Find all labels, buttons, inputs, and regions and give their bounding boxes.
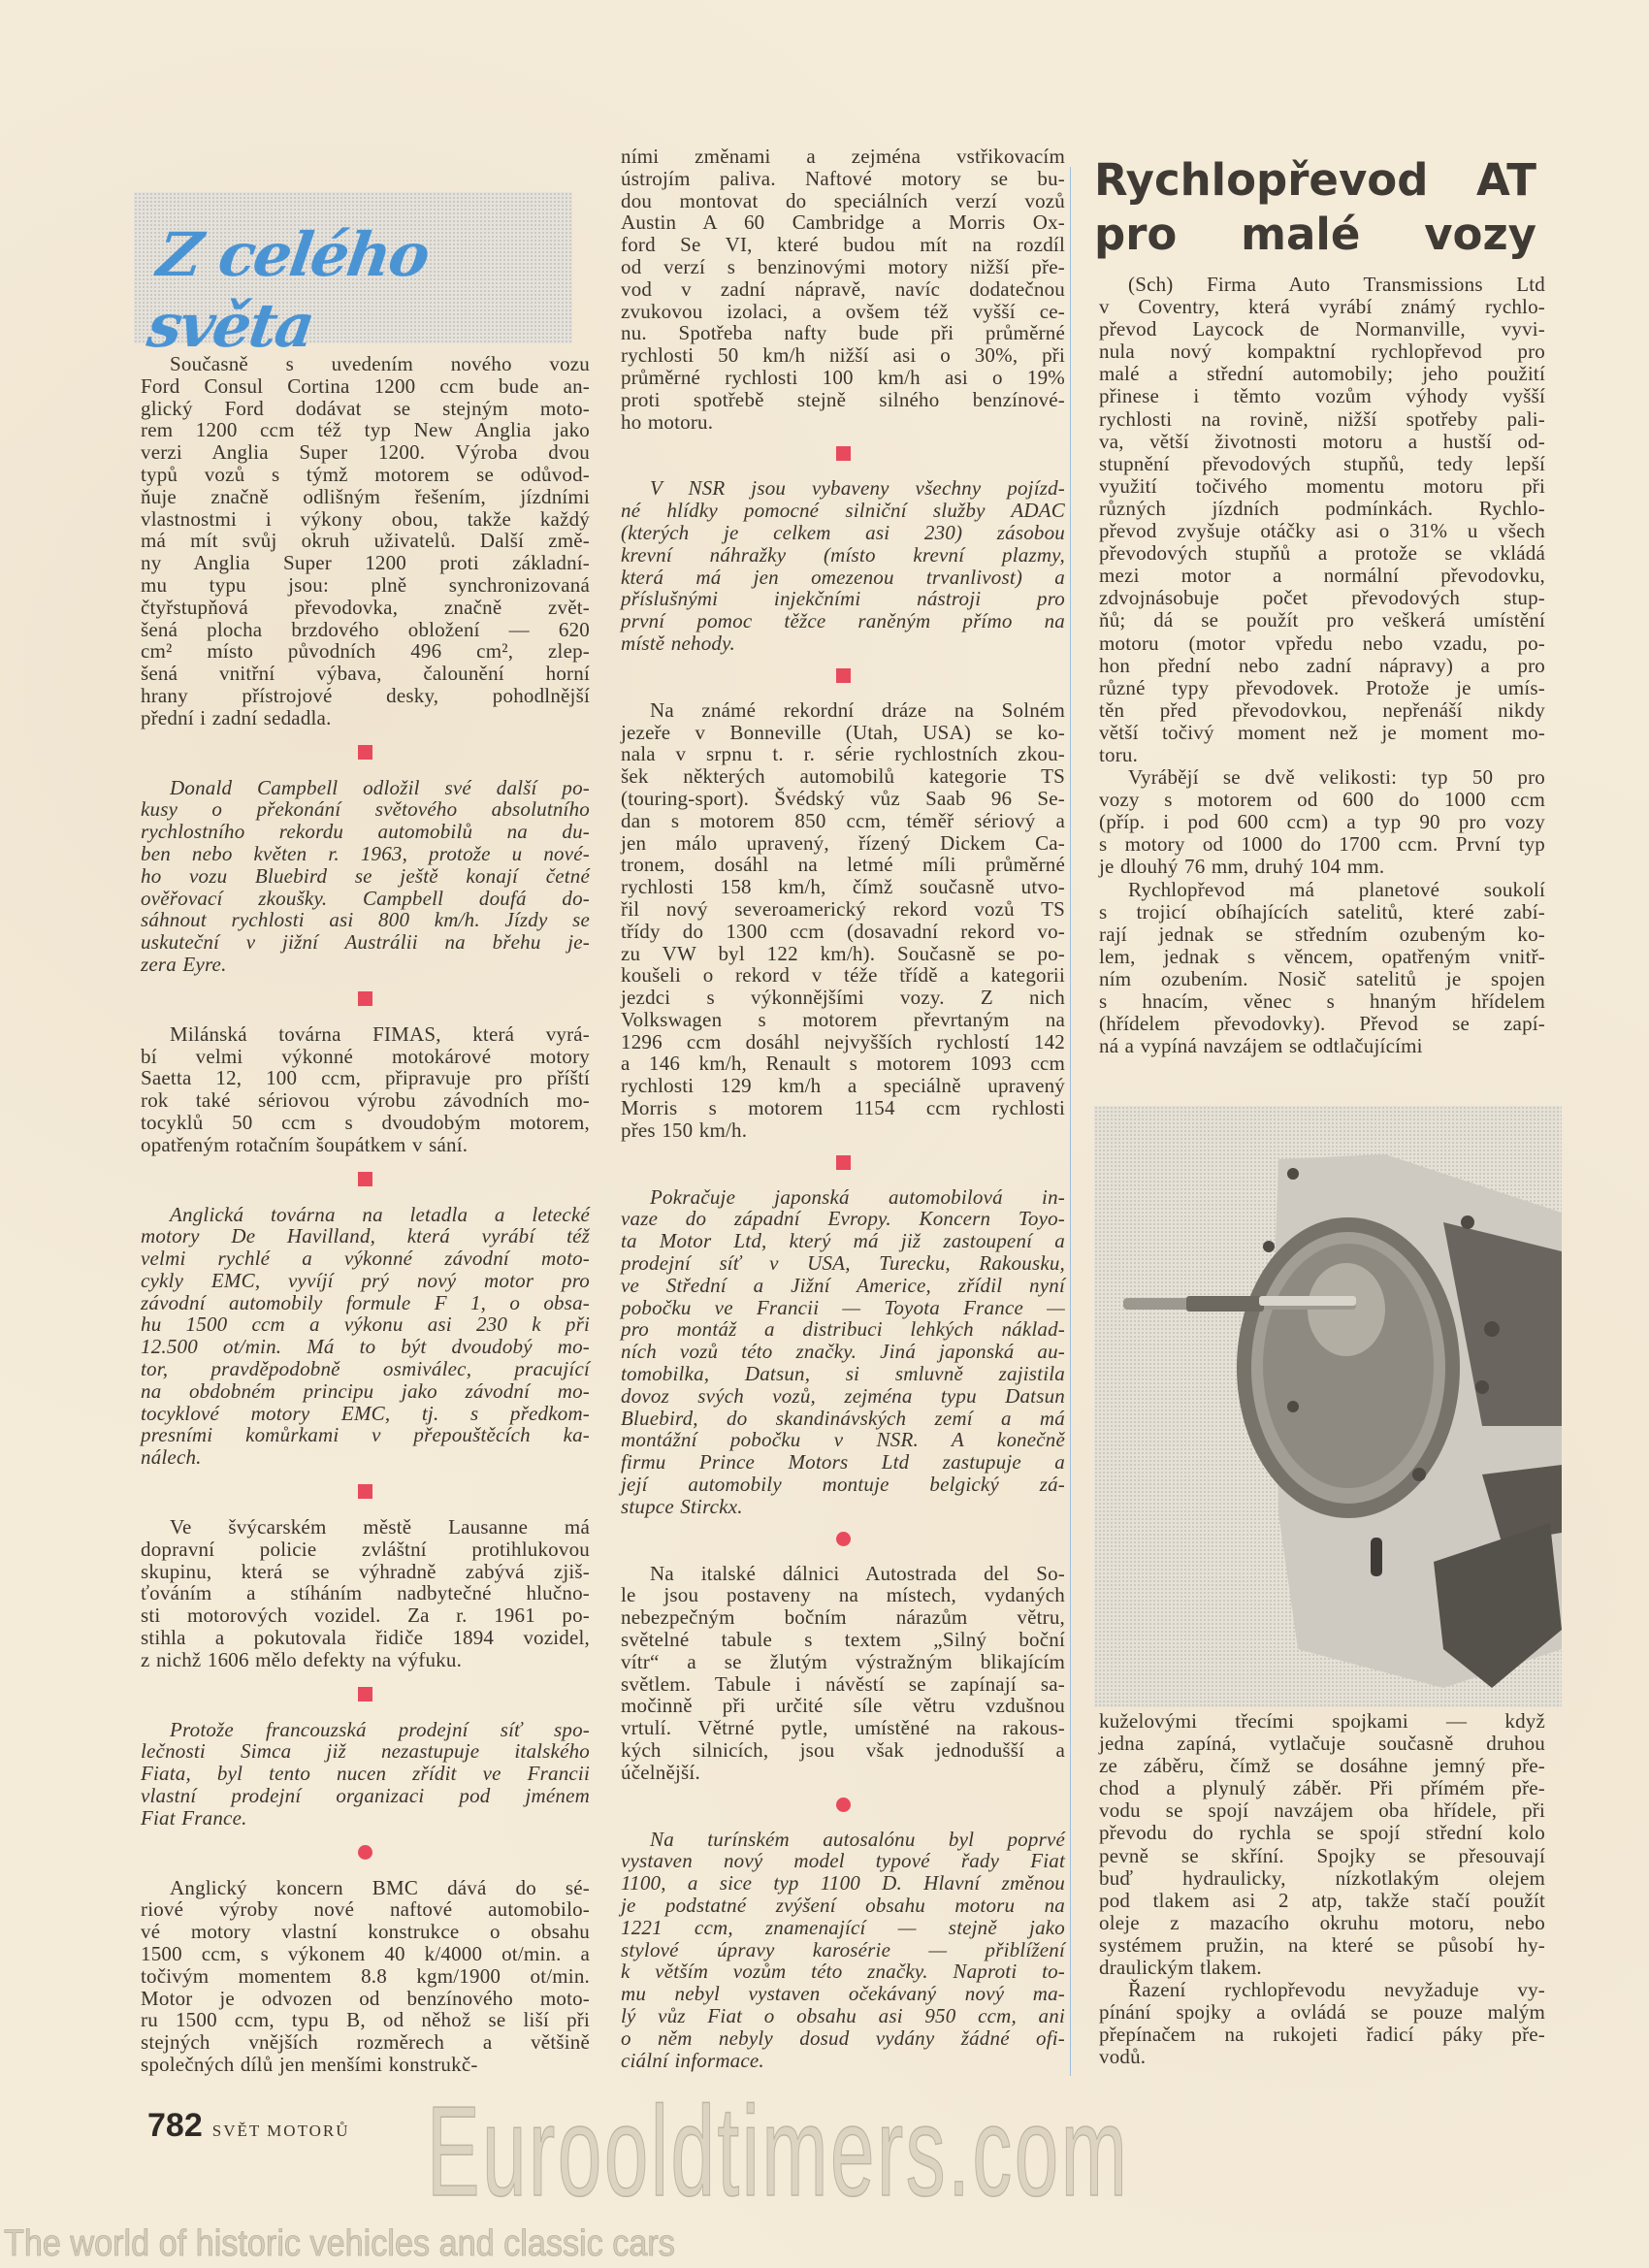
bullet-icon [836,1798,851,1812]
article-body-continued [1099,1710,1545,2069]
text-line: Morris s motorem 1154 ccm rychlosti [621,1096,1065,1120]
left-column [141,353,590,2076]
article-title-line2: pro malé vozy [1094,209,1536,260]
text-line: bí velmi výkonné motokárové motory [141,1044,590,1068]
watermark-tagline: The world of historic vehicles and classic cars [4,2223,675,2264]
watermark-site: Eurooldtimers.com [427,2080,1130,2222]
text-line: Na známé rekordní dráze na Solném [650,697,1065,722]
text-line: rem 1200 ccm též typ New Anglia jako [141,418,590,442]
text-line: nala v srpnu t. r. série rychlostních zkou- [621,742,1065,766]
text-line: zvukovou izolaci, a ovšem též vyšší ce- [621,299,1065,323]
text-line: ru 1500 ccm, typu B, od něhož se liší při [141,2008,590,2032]
text-line: rychlosti na rovině, nižší spotřeby pali- [1099,406,1545,431]
text-line: pevně se skříní. Spojky se přesouvají [1099,1843,1545,1867]
text-line: mu nebyl vystaven očekávaný nový ma- [621,1982,1065,2006]
text-line: ny Anglia Super 1200 proti základní- [141,551,590,575]
news-item-de-havilland [141,1204,590,1470]
text-line: ňuje značně odlišným řešením, jízdními [141,484,590,508]
text-line: různých jízdních podmínkách. Rychlo- [1099,496,1545,520]
text-line: Austin A 60 Cambridge a Morris Ox- [621,211,1065,235]
text-line: těn před převodovkou, nepřenáší nikdy [1099,697,1545,722]
text-line: velmi rychlé a výkonné závodní moto- [141,1247,590,1271]
text-line: Pokračuje japonská automobilová in- [650,1184,1065,1209]
text-line: šek některých automobilů kategorie TS [621,764,1065,789]
news-item-japan [621,1186,1065,1518]
text-line: Donald Campbell odložil své další po- [170,775,590,799]
bullet-icon [358,1484,372,1499]
text-line: šená plocha brzdového obložení — 620 [141,617,590,641]
text-line: vod v zadní nápravě, navíc dodatečnou [621,276,1065,301]
text-line: vystaven nový model typové řady Fiat [621,1849,1065,1873]
article-paragraph [1099,1710,1545,1979]
text-line: sáhnout rychlosti asi 800 km/h. Jízdy se [141,908,590,932]
text-line: hon přední nebo zadní nápravy) a pro [1099,653,1545,677]
bullet-icon [358,991,372,1006]
text-line: vlastní prodejní organizaci pod jménem [141,1784,590,1808]
text-line: vlastnostmi i výkony obou, takže každý [141,506,590,531]
text-line: sti motorových vozidel. Za r. 1961 po- [141,1604,590,1628]
text-line: Na turínském autosalónu byl poprvé [650,1827,1065,1851]
text-line: ná a vypíná navzájem se odtlačujícími [1099,1034,1423,1058]
text-line: Současně s uvedením nového vozu [170,352,590,375]
text-line: vodů. [1099,2045,1147,2069]
text-line: ověřovací zkoušky. Campbell doufá do- [141,886,590,910]
text-line: rok také sériovou výrobu závodních mo- [141,1088,590,1113]
text-line: světlem. Tabule i návěstí se zapínají sa- [621,1671,1065,1696]
text-line: ciální informace. [621,2048,764,2072]
text-line: jedna zapíná, vytlačuje současně druhou [1099,1732,1545,1756]
text-line: jezdci s výkonnějšími vozy. Z nich [621,986,1065,1010]
text-line: ben nebo květen r. 1963, protože u nové- [141,841,590,865]
text-line: je podstatné zvýšení obsahu motoru na [621,1893,1065,1917]
text-line: motory De Havilland, která vyrábí též [141,1224,590,1248]
text-line: malé a střední automobily; jeho použití [1099,362,1545,386]
text-line: proti spotřebě stejně silného benzínové- [621,387,1065,411]
text-line: ford Se VI, které budou mít na rozdíl [621,233,1065,257]
text-line: stihla a pokutovala řidiče 1894 vozidel, [141,1626,590,1650]
text-line: mu typu jsou: plně synchronizovaná [141,572,590,597]
text-line: převod Laycock de Normanville, vyvi- [1099,317,1545,341]
text-line: mezi motor a normální převodovku, [1099,564,1545,588]
text-line: Řazení rychlopřevodu nevyžaduje vy- [1128,1978,1545,2002]
article-paragraph [1099,766,1545,878]
text-line: využití točivého momentu motoru při [1099,473,1545,498]
text-line: ze záběru, čímž se dosáhne jemný pře- [1099,1754,1545,1778]
text-line: stejných vnějších rozměrech a většině [141,2030,590,2055]
text-line: vozy s motorem od 600 do 1000 ccm [1099,788,1545,812]
text-line: vrtulí. Větrné pytle, umístěné na rakous- [621,1716,1065,1740]
text-line: Ve švýcarském městě Lausanne má [170,1515,590,1539]
news-item-simca-fiat [141,1719,590,1830]
text-line: verzi Anglia Super 1200. Výroba dvou [141,440,590,465]
text-line: (Sch) Firma Auto Transmissions Ltd [1128,273,1545,296]
text-line: s trojicí obíhajících satelitů, které zabí- [1099,899,1545,923]
article-body [1099,274,1545,1057]
text-line: prodejní síť v USA, Turecku, Rakousku, [621,1251,1065,1276]
text-line: 12.500 ot/min. Má to být dvoudobý mo- [141,1335,590,1359]
text-line: dovoz svých vozů, zejména typu Datsun [621,1383,1065,1408]
text-line: společných dílů jen menšími konstrukč- [141,2053,478,2076]
text-line: kých silnicích, jsou však jednodušší a [621,1738,1065,1762]
text-line: hu 1500 ccm a výkonu asi 230 k při [141,1312,590,1337]
text-line: 1100, a sice typ 1100 D. Hlavní změnou [621,1871,1065,1895]
text-line: montážní pobočku v NSR. A konečně [621,1428,1065,1452]
section-header-title: Z celého světa [143,219,433,361]
bullet-icon [358,1172,372,1186]
text-line: a 146 km/h, Renault s motorem 1093 ccm [621,1052,1065,1076]
news-item-bmc [141,1877,590,2076]
text-line: s hnacím, věnec s hnaným hřídelem [1099,989,1545,1013]
bullet-icon [358,1845,372,1860]
text-line: zdvojnásobuje počet převodových stup- [1099,586,1545,610]
news-item-fiat-1100 [621,1829,1065,2072]
text-line: toru. [1099,742,1139,766]
news-item-bonneville [621,699,1065,1142]
text-line: Anglická továrna na letadla a letecké [170,1202,590,1226]
text-line: typů vozů s týmž motorem se odůvod- [141,462,590,486]
text-line: draulickým tlakem. [1099,1956,1262,1980]
text-line: tronem, dosáhl na letmé míli průměrné [621,853,1065,877]
article-paragraph [1099,879,1545,1058]
text-line: větší točivý moment než je moment mo- [1099,720,1545,744]
text-line: firmu Prince Motors Ltd zastupuje a [621,1450,1065,1474]
text-line: zera Eyre. [141,952,227,976]
text-line: hrany přístrojové desky, pohodlnější [141,683,590,707]
bullet-icon [358,745,372,760]
magazine-name: SVĚT MOTORŮ [211,2122,350,2140]
bullet-icon [836,446,851,461]
text-line: riové výroby nové naftové automobilo- [141,1897,590,1922]
text-line: zu VW byl 122 km/h). Současně se po- [621,941,1065,965]
text-line: oleje z mazacího okruhu motoru, nebo [1099,1910,1545,1934]
text-line: rychlosti 50 km/h nižší asi o 30%, při [621,343,1065,368]
text-line: přes 150 km/h. [621,1118,748,1142]
text-line: přinese i těmto vozům výhody vyšší [1099,384,1545,408]
bullet-icon [836,1155,851,1170]
text-line: opatřeným rotačním šoupátkem v sání. [141,1132,469,1156]
text-line: nu. Spotřeba nafty bude při průměrné [621,321,1065,345]
text-line: ho motoru. [621,409,714,434]
text-line: vaze do západní Evropy. Koncern Toyo- [621,1207,1065,1231]
text-line: třídy do 1300 ccm (dosavadní rekord vo- [621,919,1065,943]
text-line: (touring-sport). Švédský vůz Saab 96 Se- [621,786,1065,810]
text-line: světelné tabule s textem „Silný boční [621,1628,1065,1652]
text-line: vítr“ a se žlutým výstražným blikajícím [621,1649,1065,1673]
text-line: pínání spojky a ovládá se pouze malým [1099,2000,1545,2025]
text-line: 1296 ccm dosáhl nejvyšších rychlostí 142 [621,1029,1065,1053]
text-line: s motory od 1000 do 1700 ccm. První typ [1099,832,1545,857]
text-line: tomobilka, Datsun, si smluvně zajistila [621,1362,1065,1386]
text-line: převodových stupňů a protože se vkládá [1099,541,1545,566]
text-line: Motor je odvozen od benzínového moto- [141,1986,590,2010]
text-line: v Coventry, která vyrábí známý rychlo- [1099,295,1545,319]
text-line: stylové úpravy karosérie — přiblížení [621,1937,1065,1961]
page-number: 782 [147,2107,203,2144]
text-line: tocyklové motory EMC, tj. s předkom- [141,1401,590,1425]
bullet-icon [358,1687,372,1701]
overdrive-unit-photo [1094,1106,1562,1707]
news-item-bmc-continued [621,146,1065,433]
text-line: místě nehody. [621,631,735,655]
text-line: vodu se spojí navzájem oba hřídele, při [1099,1798,1545,1823]
text-line: ním ozubením. Nosič satelitů je spojen [1099,966,1545,990]
news-item-autostrada [621,1563,1065,1784]
text-line: dopravní policie zvláštní protihlukovou [141,1537,590,1561]
text-line: koušeli o rekord v téže třídě a kategorii [621,963,1065,988]
text-line: která má jen omezenou trvanlivost) a [621,565,1065,589]
text-line: převod zvyšuje otáčky asi o 31% u všech [1099,519,1545,543]
text-line: Anglický koncern BMC dává do sé- [170,1875,590,1899]
text-line: nula nový kompaktní rychlopřevod pro [1099,340,1545,364]
text-line: Bluebird, do skandinávských zemí a má [621,1406,1065,1430]
text-line: pod tlakem asi 2 atp, takže stačí použít [1099,1888,1545,1912]
text-line: ta Motor Ltd, který má již zastoupení a [621,1229,1065,1253]
text-line: lem, jednak s věncem, opatřeným vnitř- [1099,944,1545,968]
text-line: Vyrábějí se dvě velikosti: typ 50 pro [1128,765,1545,790]
text-line: Ford Consul Cortina 1200 ccm bude an- [141,373,590,398]
text-line: buď hydraulicky, nízkotlakým olejem [1099,1865,1545,1890]
text-line: nebezpečným bočním nárazům větru, [621,1605,1065,1630]
text-line: glický Ford dodávat se stejným moto- [141,396,590,420]
text-line: Milánská továrna FIMAS, která vyrá- [170,1021,590,1046]
column-divider [1070,167,1071,2076]
text-line: cm² místo původních 496 cm², zlep- [141,639,590,664]
text-line: příslušnými injekčními nástroji pro [621,587,1065,611]
page-footer [147,2107,350,2145]
text-line: rají jednak se středním ozubeným ko- [1099,922,1545,946]
bullet-icon [836,1532,851,1546]
text-line: Fiat France. [141,1805,247,1830]
text-line: Rychlopřevod má planetové soukolí [1128,877,1545,901]
text-line: V NSR jsou vybaveny všechny pojízd- [650,476,1065,501]
text-line: je dlouhý 76 mm, druhý 104 mm. [1099,855,1385,879]
text-line: průměrné rychlosti 100 km/h asi o 19% [621,365,1065,389]
text-line: dou montovat do speciálních verzí vozů [621,188,1065,212]
text-line: močinně při určité síle větru vzdušnou [621,1694,1065,1718]
text-line: nálech. [141,1445,202,1470]
text-line: ních vozů této značky. Jiná japonská au- [621,1340,1065,1364]
text-line: od verzí s benzinovými motory nižší pře- [621,254,1065,278]
text-line: ve Střední a Jižní Americe, zřídil nyní [621,1273,1065,1297]
text-line: rychlostního rekordu automobilů na du- [141,820,590,844]
article-title-line1: Rychlopřevod AT [1094,154,1536,206]
news-item-campbell [141,777,590,976]
text-line: systémem pružin, na které se působí hy- [1099,1932,1545,1957]
text-line: řil nový severoamerický rekord vozů TS [621,896,1065,921]
text-line: tor, pravděpodobně osmiválec, pracující [141,1357,590,1381]
section-header-box [134,192,572,361]
text-line: šená vnitřní výbava, čalounění horní [141,662,590,686]
text-line: účelnější. [621,1760,700,1784]
text-line: ústrojím paliva. Naftové motory se bu- [621,166,1065,190]
text-line: skupinu, která se výhradně zabývá zjiš- [141,1559,590,1583]
news-item-adac [621,477,1065,654]
text-line: stupce Stirckx. [621,1494,743,1518]
news-item-ford [141,353,590,729]
text-line: Saetta 12, 100 ccm, připravuje pro příští [141,1066,590,1090]
text-line: Fiata, byl tento nucen zřídit ve Francii [141,1762,590,1786]
bullet-icon [836,668,851,683]
text-line: jen málo upravený, řízený Dickem Ca- [621,830,1065,855]
text-line: le jsou postaveny na místech, vydaných [621,1583,1065,1607]
text-line: uskuteční v jižní Austrálii na břehu je- [141,930,590,955]
text-line: jezeře v Bonneville (Utah, USA) se ko- [621,720,1065,744]
text-line: 1500 ccm, s výkonem 40 k/4000 ot/min. a [141,1942,590,1966]
text-line: Protože francouzská prodejní síť spo- [170,1717,590,1741]
text-line: Volkswagen s motorem převrtaným na [621,1007,1065,1031]
text-line: první pomoc těžce raněným přímo na [621,609,1065,633]
text-line: dan s motorem 850 ccm, téměř sériový a [621,808,1065,832]
text-line: ho vozu Bluebird se ještě konají četné [141,863,590,888]
article-paragraph [1099,274,1545,766]
text-line: motoru (motor vpředu nebo vzadu, po- [1099,631,1545,655]
text-line: vé motory vlastní konstrukce o obsahu [141,1920,590,1944]
text-line: kusy o překonání světového absolutního [141,797,590,822]
text-line: různé typy převodovek. Protože je umís- [1099,675,1545,699]
text-line: závodní automobily formule F 1, o obsa- [141,1290,590,1314]
text-line: čtyřstupňová převodovka, značně zvět- [141,595,590,619]
text-line: chod a plynulý záběr. Při přímém pře- [1099,1776,1545,1800]
text-line: krevní náhražky (místo krevní plazmy, [621,542,1065,567]
text-line: o něm nebyly dosud vydány žádné ofi- [621,2025,1065,2050]
article-paragraph [1099,1979,1545,2068]
article-title [1094,153,1536,262]
text-line: cykly EMC, vyvíjí prý nový motor pro [141,1268,590,1292]
text-line: Na italské dálnici Autostrada del So- [650,1561,1065,1585]
text-line: (kterých je celkem asi 230) zásobou [621,520,1065,544]
text-line: rychlosti 129 km/h a speciálně upravený [621,1074,1065,1098]
text-line: na obdobném principu jako závodní mo- [141,1378,590,1403]
news-item-lausanne [141,1516,590,1671]
text-line: z nichž 1606 mělo defekty na výfuku. [141,1647,463,1671]
middle-column [621,146,1065,2071]
text-line: (hřídelem převodovky). Převod se zapí- [1099,1012,1545,1036]
text-line: k větším vozům této značky. Naproti to- [621,1960,1065,1984]
text-line: točivým momentem 8.8 kgm/1900 ot/min. [141,1963,590,1988]
text-line: pro montáž a distribuci lehkých náklad- [621,1317,1065,1342]
text-line: její automobily montuje belgický zá- [621,1473,1065,1497]
text-line: né hlídky pomocné silniční služby ADAC [621,499,1065,523]
text-line: stupnění převodových stupňů, tedy lepší [1099,451,1545,475]
text-line: kuželovými třecími spojkami — když [1099,1709,1545,1733]
text-line: lečnosti Simca již nezastupuje italského [141,1739,590,1764]
text-line: přední i zadní sedadla. [141,705,332,729]
text-line: má mít svůj okruh uživatelů. Další změ- [141,529,590,553]
text-line: převodu do rychla se spojí střední kolo [1099,1821,1545,1845]
text-line: rychlosti 158 km/h, čímž současně utvo- [621,875,1065,899]
text-line: (příp. i pod 600 ccm) a typ 90 pro vozy [1099,810,1545,834]
text-line: va, větší životnosti motoru a hustší od- [1099,429,1545,453]
text-line: tocyklů 50 ccm s dvoudobým motorem, [141,1110,590,1134]
text-line: ními změnami a zejména vstřikovacím [621,145,1065,168]
news-item-fimas [141,1023,590,1156]
text-line: ňů; dá se použít pro veškerá umístění [1099,608,1545,632]
text-line: 1221 ccm, znamenající — stejně jako [621,1915,1065,1939]
text-line: ťováním a stíháním nadbytečné hlučno- [141,1581,590,1605]
text-line: lý vůz Fiat o obsahu asi 950 ccm, ani [621,2003,1065,2027]
text-line: pobočku ve Francii — Toyota France — [621,1295,1065,1319]
text-line: presními komůrkami v přepouštěcích ka- [141,1423,590,1447]
text-line: přepínačem na rukojeti řadicí páky pře- [1099,2023,1545,2047]
